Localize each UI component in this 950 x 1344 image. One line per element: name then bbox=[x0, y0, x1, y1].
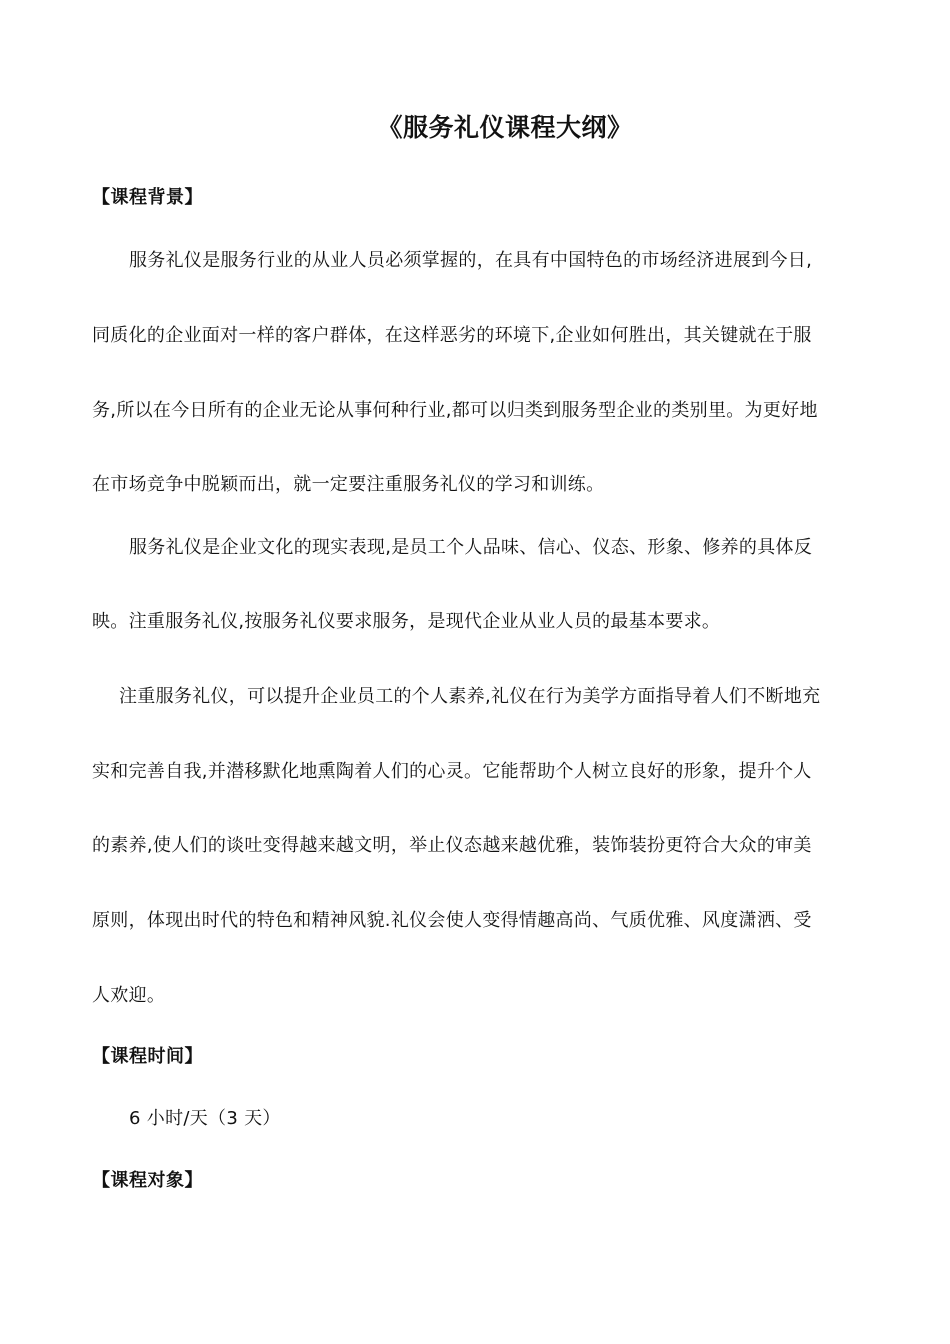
paragraph-line: 服务礼仪是服务行业的从业人员必须掌握的，在具有中国特色的市场经济进展到今日, bbox=[129, 250, 813, 271]
paragraph-line: 在市场竞争中脱颖而出，就一定要注重服务礼仪的学习和训练。 bbox=[92, 474, 605, 495]
section-heading-duration: 【课程时间】 bbox=[92, 1046, 203, 1067]
paragraph-line: 同质化的企业面对一样的客户群体，在这样恶劣的环境下,企业如何胜出，其关键就在于服 bbox=[92, 325, 812, 346]
section-heading-background: 【课程背景】 bbox=[92, 187, 203, 208]
duration-text: 6 小时/天（3 天） bbox=[129, 1108, 281, 1129]
paragraph-line: 原则，体现出时代的特色和精神风貌.礼仪会使人变得情趣高尚、气质优雅、风度潇洒、受 bbox=[92, 910, 812, 931]
paragraph-line: 注重服务礼仪，可以提升企业员工的个人素养,礼仪在行为美学方面指导着人们不断地充 bbox=[119, 686, 821, 707]
paragraph-line: 映。注重服务礼仪,按服务礼仪要求服务，是现代企业从业人员的最基本要求。 bbox=[92, 611, 721, 632]
paragraph-line: 服务礼仪是企业文化的现实表现,是员工个人品味、信心、仪态、形象、修养的具体反 bbox=[129, 537, 813, 558]
section-heading-audience: 【课程对象】 bbox=[92, 1170, 203, 1191]
paragraph-line: 的素养,使人们的谈吐变得越来越文明，举止仪态越来越优雅，装饰装扮更符合大众的审美 bbox=[92, 835, 812, 856]
document-title: 《服务礼仪课程大纲》 bbox=[377, 113, 633, 142]
paragraph-line: 人欢迎。 bbox=[92, 985, 166, 1006]
paragraph-line: 实和完善自我,并潜移默化地熏陶着人们的心灵。它能帮助个人树立良好的形象，提升个人 bbox=[92, 761, 812, 782]
paragraph-line: 务,所以在今日所有的企业无论从事何种行业,都可以归类到服务型企业的类别里。为更好地 bbox=[92, 400, 818, 421]
